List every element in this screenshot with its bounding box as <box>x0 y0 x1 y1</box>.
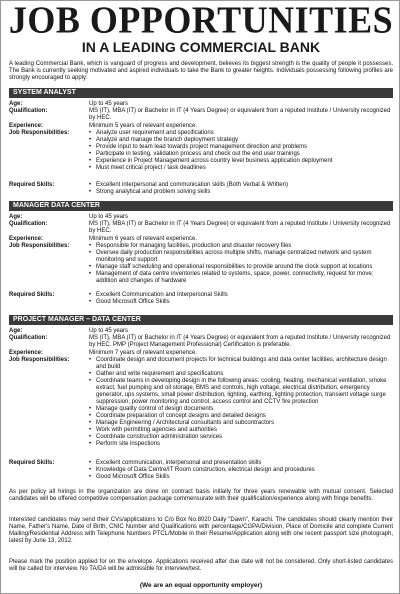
list-item: • Work with permitting agencies and authorities <box>89 427 393 434</box>
age-value: Up to 45 years <box>89 328 129 334</box>
qualification-value: MS (IT), MBA (IT) or Bachelor in IT (4 Years Degree) or equivalent from a reputed Institute / University recognized by HEC. <box>89 108 391 121</box>
responsibilities-list <box>89 243 393 285</box>
list-item: • Manage Engineering / Architectural consultants and subcontractors <box>89 420 393 427</box>
section-heading-manager-data-center: MANAGER DATA CENTER <box>9 201 393 211</box>
list-item: • Good Microsoft Office Skills <box>89 474 393 481</box>
list-item: • Excellent interpersonal and communication skills (Both Verbal & Written) <box>89 182 393 189</box>
section-heading-project-manager-data-center: PROJECT MANAGER – DATA CENTER <box>9 315 393 325</box>
experience-label: Experience: <box>9 123 44 129</box>
page-title: JOB OPPORTUNITIES <box>8 0 394 42</box>
equal-opportunity-footer: (We are an equal opportunity employer) <box>139 582 263 589</box>
list-item: • Provide input to team lead towards project management direction and problems <box>89 144 393 151</box>
list-item: • Perform site inspections <box>89 441 393 448</box>
section-heading-system-analyst: SYSTEM ANALYST <box>9 88 393 98</box>
list-item: • Management of data centre inventories related to systems, space, power, connectivity, request for move; addition and changes of hardware <box>89 271 393 285</box>
experience-label: Experience: <box>9 236 44 242</box>
skills-label: Required Skills: <box>9 292 55 298</box>
age-label: Age: <box>9 328 23 334</box>
qualification-label: Qualification: <box>9 221 48 227</box>
list-item: • Good Microsoft Office Skills <box>89 299 393 306</box>
list-item: • Analyze and manage the branch deployment strategy <box>89 137 393 144</box>
skills-list <box>89 460 393 481</box>
responsibilities-label: Job Responsibilities: <box>9 357 70 363</box>
responsibilities-list <box>89 130 393 172</box>
responsibilities-label: Job Responsibilities: <box>9 243 70 249</box>
list-item: • Analyze user requirement and specifications <box>89 130 393 137</box>
experience-value: Minimum 6 years of relevant experience. <box>89 236 198 242</box>
age-label: Age: <box>9 101 23 107</box>
responsibilities-list <box>89 357 393 448</box>
experience-value: Minimum 7 years of relevant experience. <box>89 350 198 356</box>
list-item: • Coordinate teams in developing design in the following areas: cooling, heating, mechanical ventilation, smoke extract, fuel pumping and oil storage, BMS and controls, high voltage, electrical distribution, emergency generator, ups systems, small power distribution, lighting, earthing, lighting protection, transient voltage surge suppression, power monitoring and control, access control and CCTV fire protection <box>89 378 393 406</box>
age-value: Up to 45 years <box>89 214 129 220</box>
skills-label: Required Skills: <box>9 182 55 188</box>
list-item: • Manage quality control of design documents <box>89 406 393 413</box>
application-instructions-paragraph: Interested candidates may send their CVs/applications to C/o Box No.8020 Daily "Dawn", Karachi. The candidates should clearly mention their Name, Father's Name, Date of Birth, CNIC Number and Qualifications with percentage/CGPA/Division, Place of Domicile and complete Current Mailing/Residential Address with Telephone Numbers PTCL/Mobile in their Resume/Application along with one recent passport size photograph, latest by June 13, 2012. <box>9 517 393 544</box>
list-item: • Excellent communication, interpersonal and presentation skills <box>89 460 393 467</box>
experience-label: Experience: <box>9 350 44 356</box>
experience-value: Minimum 5 years of relevant experience. <box>89 123 198 129</box>
qualification-label: Qualification: <box>9 108 48 114</box>
page-subtitle: IN A LEADING COMMERCIAL BANK <box>81 39 321 55</box>
list-item: • Coordinate construction administration services <box>89 434 393 441</box>
list-item: • Responsible for managing facilities, production and disaster recovery files <box>89 243 393 250</box>
skills-list <box>89 292 393 306</box>
list-item: • Gather and write requirement and specifications <box>89 371 393 378</box>
list-item: • Experience in Project Management across country level business application deployment <box>89 158 393 165</box>
skills-label: Required Skills: <box>9 460 55 466</box>
list-item: • Manage staff scheduling and operational responsibilities to provide around the clock support at locations <box>89 264 393 271</box>
qualification-value: MS (IT), MBA (IT) or Bachelor in IT (4 Years Degree) or equivalent from a reputed Institute / University recognized by HEC. PMP (Project Management Professional) Certification is preferable. <box>89 335 391 348</box>
qualification-label: Qualification: <box>9 335 48 341</box>
list-item: • Coordinate preparation of concept designs and detailed designs <box>89 413 393 420</box>
list-item: • Knowledge of Data Centre/IT Room construction, electrical design and procedures <box>89 467 393 474</box>
skills-list <box>89 182 393 196</box>
age-value: Up to 45 years <box>89 101 129 107</box>
contract-policy-paragraph: As per policy all hirings in the organization are done on contract basis initially for three years renewable with mutual consent. Selected candidates will be offered competitive compensation package commensurate with their qualification/experience along with fringe benefits. <box>9 489 393 502</box>
qualification-value: MS (IT), MBA (IT) or Bachelor in IT (4 Years Degree) or equivalent from a reputed Institute / University recognized by HEC. <box>89 221 391 234</box>
intro-paragraph: A leading Commercial Bank, which is vanguard of progress and development, believes its biggest strength is the quality of people it possesses. The Bank is currently seeking motivated and aspired individuals to take the Bank to greater heights. Individuals possessing following profiles are strongly encouraged to apply: <box>9 61 393 81</box>
list-item: • Oversee daily production responsibilities across multiple shifts, manage centralized network and system monitoring and support <box>89 250 393 264</box>
list-item: • Strong analytical and problem solving skills <box>89 189 393 196</box>
responsibilities-label: Job Responsibilities: <box>9 130 70 136</box>
list-item: • Coordinate design and document projects for technical buildings and data center facilities, architecture design and build <box>89 357 393 371</box>
list-item: • Excellent Communication and Interpersonal Skills <box>89 292 393 299</box>
envelope-note-paragraph: Please mark the position applied for on the envelope. Applications received after due date will not be considered. Only short-listed candidates will be called for interview. No TA/DA will be admissible for interview/test. <box>9 559 393 572</box>
list-item: • Participate in testing, validation process and check out the end user trainings <box>89 151 393 158</box>
age-label: Age: <box>9 214 23 220</box>
list-item: • Must meet critical project / task deadlines <box>89 165 393 172</box>
